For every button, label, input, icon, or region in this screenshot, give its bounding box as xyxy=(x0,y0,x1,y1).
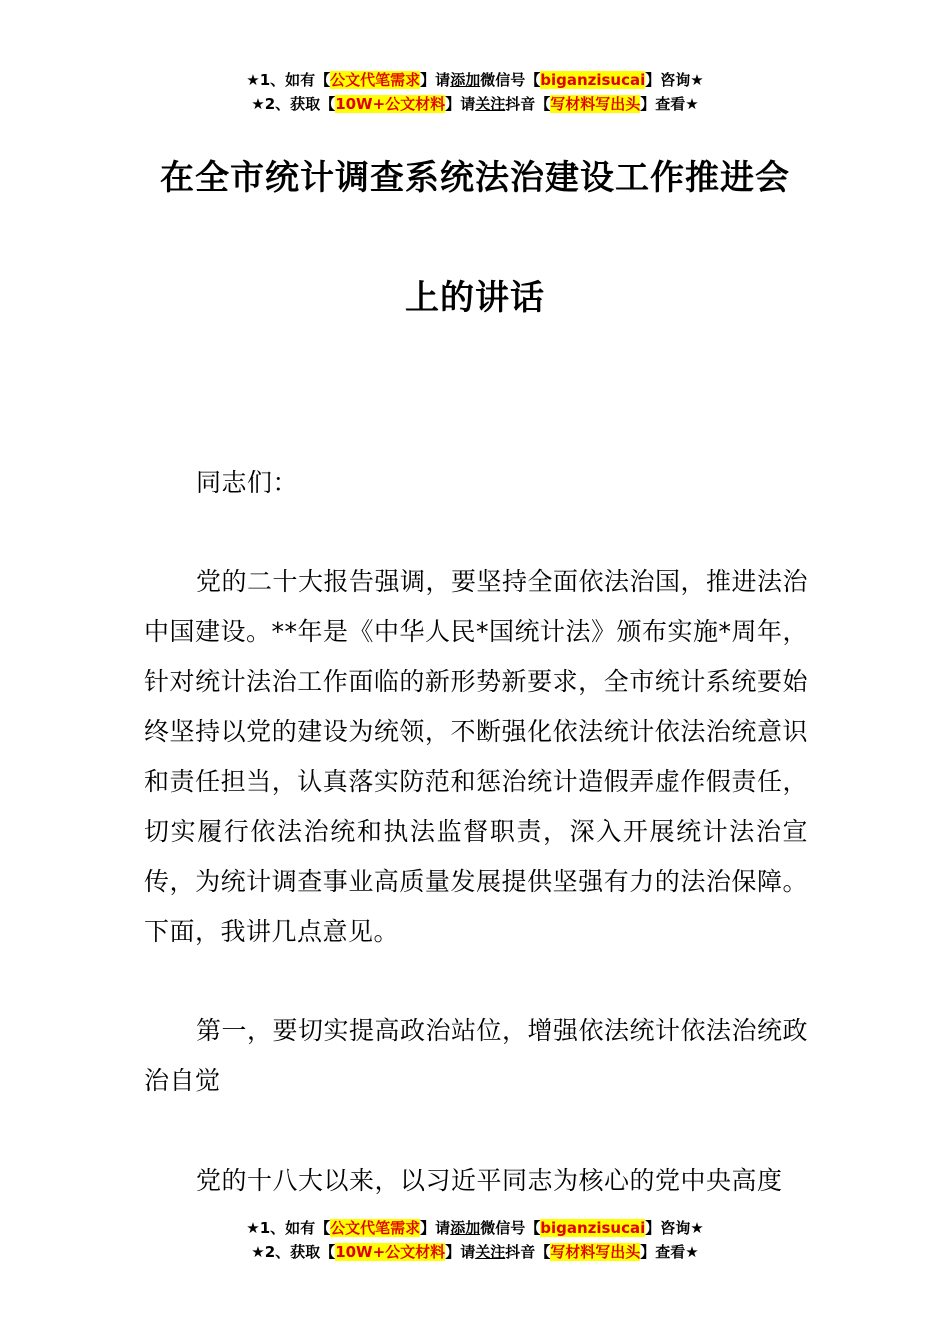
promo-line-1: ★1、如有【公文代笔需求】请添加微信号【biganzisucai】咨询★ xyxy=(246,1219,704,1237)
document-title-line-2: 上的讲话 xyxy=(405,278,545,318)
highlight-wechat-id: biganzisucai xyxy=(540,71,646,89)
highlight-douyin-id: 写材料写出头 xyxy=(550,95,641,113)
promo-line-2: ★2、获取【10W+公文材料】请关注抖音【写材料写出头】查看★ xyxy=(251,1243,699,1261)
promo-line-1: ★1、如有【公文代笔需求】请添加微信号【biganzisucai】咨询★ xyxy=(246,71,704,89)
highlight-wechat-id: biganzisucai xyxy=(540,1219,646,1237)
promo-line-2: ★2、获取【10W+公文材料】请关注抖音【写材料写出头】查看★ xyxy=(251,95,699,113)
highlight-service: 公文代笔需求 xyxy=(330,71,421,89)
section-1-heading: 第一，要切实提高政治站位，增强依法统计依法治统政治自觉 xyxy=(144,1016,809,1095)
highlight-materials: 10W+公文材料 xyxy=(335,1243,446,1261)
section-1-body: 党的十八大以来，以习近平同志为核心的党中央高度 xyxy=(196,1166,783,1195)
highlight-materials: 10W+公文材料 xyxy=(335,95,446,113)
intro-paragraph: 党的二十大报告强调，要坚持全面依法治国，推进法治中国建设。**年是《中华人民*国统计法》颁布实施*周年，针对统计法治工作面临的新形势新要求，全市统计系统要始终坚持以党的建设为统领，不断强化依法统计依法治统意识和责任担当，认真落实防范和惩治统计造假弄虚作假责任，切实履行依法治统和执法监督职责，深入开展统计法治宣传，为统计调查事业高质量发展提供坚强有力的法治保障。下面，我讲几点意见。 xyxy=(144,567,809,946)
highlight-douyin-id: 写材料写出头 xyxy=(550,1243,641,1261)
promo-banner-bottom xyxy=(0,1216,950,1264)
highlight-service: 公文代笔需求 xyxy=(330,1219,421,1237)
greeting: 同志们： xyxy=(196,468,299,497)
promo-banner-top xyxy=(0,68,950,116)
document-title-line-1: 在全市统计调查系统法治建设工作推进会 xyxy=(160,158,790,198)
